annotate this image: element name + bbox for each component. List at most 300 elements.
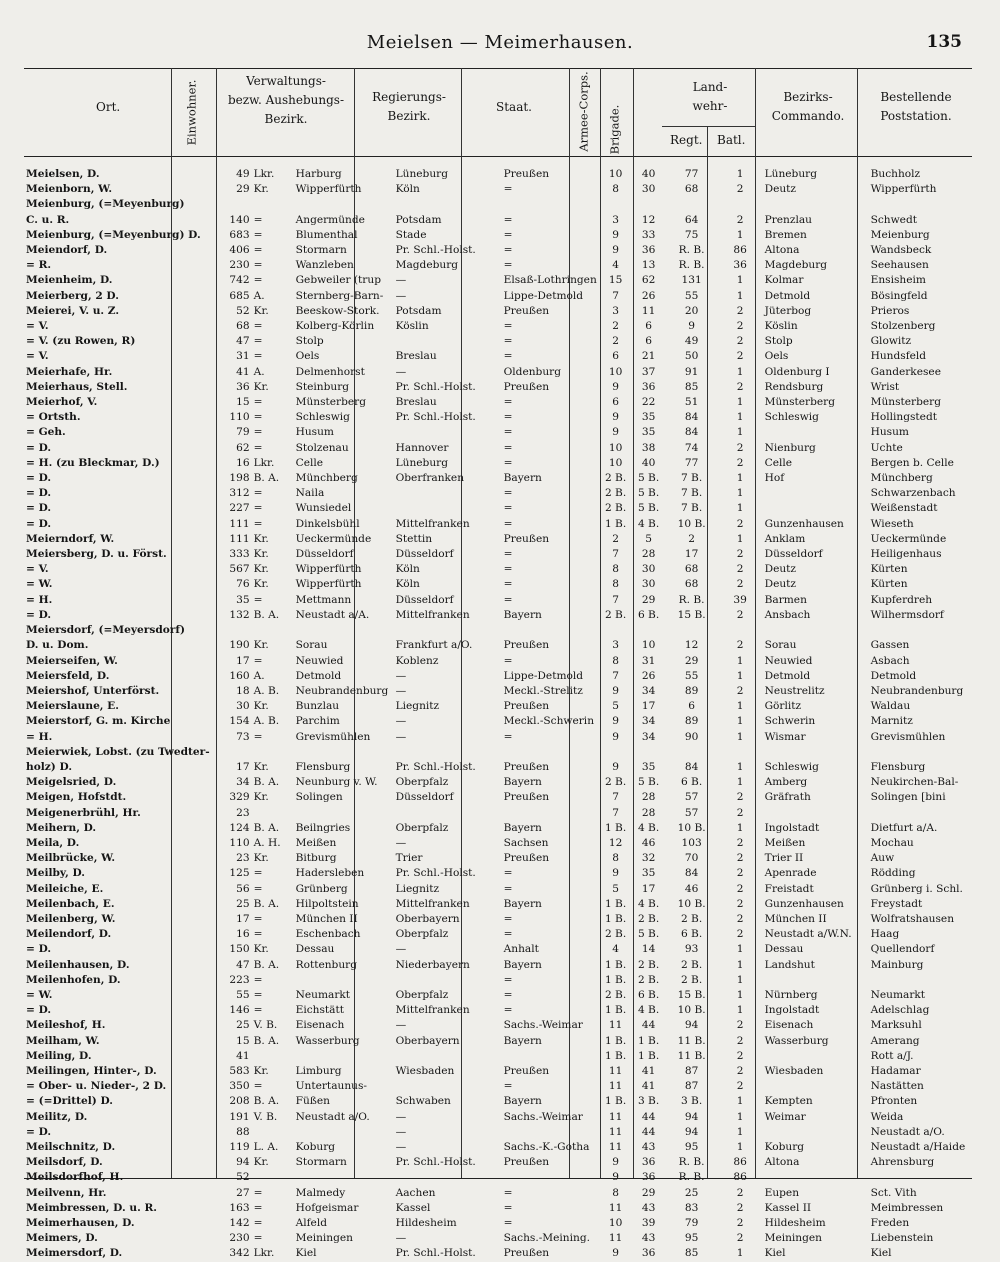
staat-cell: Lippe-Detmold — [503, 669, 584, 682]
bezirks-commando-cell: München II — [764, 912, 827, 925]
bezirk-cell: Wipperfürth — [295, 563, 362, 576]
header-armee-corps: Armee-Corps. — [576, 71, 591, 152]
table-row — [24, 410, 973, 425]
bezirk-cell: Wunsiedel — [295, 502, 352, 515]
bezirk-cell: Oels — [295, 350, 320, 363]
verwaltung-type-cell: A. — [253, 365, 265, 378]
table-row — [24, 958, 973, 973]
staat-cell: Bayern — [503, 821, 542, 834]
table-row — [24, 1003, 973, 1018]
regiment-cell: 12 — [684, 639, 699, 652]
regierung-cell: — — [395, 274, 407, 287]
brigade-cell — [632, 197, 666, 212]
einwohner-cell: 49 — [236, 168, 250, 180]
regierung-cell: — — [395, 836, 407, 849]
armee-corps-cell: 8 — [612, 578, 619, 591]
einwohner-cell: 79 — [236, 426, 250, 439]
armee-corps-cell: 9 — [612, 715, 619, 728]
einwohner-cell — [212, 197, 252, 212]
bezirk-cell: Flensburg — [295, 760, 351, 773]
bezirks-commando-cell — [763, 806, 869, 821]
bezirks-commando-cell: Rendsburg — [764, 380, 824, 393]
regiment-cell — [666, 745, 718, 760]
poststation-cell: Freystadt — [870, 897, 923, 910]
table-row — [24, 1231, 973, 1246]
verwaltung-type-cell: V. B. — [253, 1110, 278, 1123]
einwohner-cell: 230 — [229, 1232, 250, 1245]
table-row — [24, 806, 973, 821]
ort-cell: Meimers, D. — [26, 1232, 98, 1245]
header-regt: Regt. — [670, 133, 703, 147]
brigade-cell: 6 — [645, 320, 652, 333]
poststation-cell: Grünberg i. Schl. — [870, 882, 963, 895]
bataillon-cell: 1 — [736, 472, 744, 485]
ort-cell: C. u. R. — [26, 213, 70, 226]
einwohner-cell: 62 — [236, 441, 250, 454]
einwohner-cell: 29 — [236, 183, 250, 196]
staat-cell: = — [503, 228, 513, 241]
regiment-cell: 55 — [684, 669, 699, 682]
table-row — [24, 1201, 973, 1216]
header-ort: Ort. — [96, 100, 121, 114]
brigade-cell: 30 — [641, 578, 656, 591]
brigade-cell: 44 — [641, 1110, 656, 1123]
regierung-cell: Frankfurt a/O. — [395, 639, 473, 652]
einwohner-cell: 119 — [229, 1141, 250, 1153]
verwaltung-type-cell: B. A. — [253, 608, 280, 621]
verwaltung-type-cell — [252, 1125, 294, 1140]
einwohner-cell: 406 — [229, 244, 250, 257]
armee-corps-cell: 9 — [612, 1156, 619, 1169]
verwaltung-type-cell: = — [253, 593, 263, 606]
staat-cell: = — [503, 335, 513, 348]
table-row — [24, 669, 973, 684]
regierung-cell: Lüneburg — [395, 456, 448, 469]
poststation-cell: Meienburg — [870, 228, 930, 241]
bataillon-cell: 2 — [736, 1217, 744, 1230]
staat-cell: Lippe-Detmold — [503, 289, 584, 302]
bezirk-cell: Wasserburg — [295, 1034, 360, 1047]
staat-cell: = — [503, 973, 513, 986]
verwaltung-type-cell: = — [253, 1201, 263, 1214]
bezirks-commando-cell: Kempten — [764, 1095, 813, 1108]
regierung-cell: Pr. Schl.-Holst. — [395, 867, 476, 880]
brigade-cell: 4 B. — [637, 897, 660, 910]
bezirk-cell: Kolberg-Körlin — [295, 320, 375, 333]
header-staat: Staat. — [496, 100, 532, 114]
brigade-cell: 36 — [641, 1171, 656, 1184]
bezirk-cell: Grevismühlen — [295, 730, 371, 743]
regiment-cell: 7 B. — [680, 472, 703, 485]
bezirk-cell — [294, 973, 394, 988]
bezirk-cell: Füßen — [295, 1095, 330, 1108]
ort-cell: = H. — [26, 730, 53, 743]
verwaltung-type-cell — [252, 197, 294, 212]
regierung-cell: Pr. Schl.-Holst. — [395, 380, 476, 393]
verwaltung-type-cell: = — [253, 396, 263, 409]
bezirks-commando-cell: Koburg — [764, 1141, 805, 1153]
armee-corps-cell: 2 — [612, 320, 619, 333]
bezirk-cell: Wanzleben — [295, 259, 354, 272]
regierung-cell: Pr. Schl.-Holst. — [395, 1247, 476, 1260]
bezirk-cell: Dinkelsbühl — [295, 517, 360, 530]
poststation-cell: Weißenstadt — [870, 502, 938, 515]
poststation-cell: Rödding — [870, 867, 916, 880]
regierung-cell: — — [395, 730, 407, 743]
table-row — [24, 441, 973, 456]
poststation-cell: Ueckermünde — [870, 532, 947, 545]
poststation-cell: Rott a/J. — [870, 1049, 914, 1062]
armee-corps-cell: 2 B. — [604, 502, 627, 515]
verwaltung-type-cell: = — [253, 441, 263, 454]
bezirks-commando-cell: Bremen — [764, 228, 807, 241]
bezirk-cell: Husum — [295, 426, 334, 439]
bezirk-cell: Hadersleben — [295, 867, 365, 880]
regiment-cell: 11 B. — [677, 1034, 706, 1047]
bataillon-cell: 1 — [736, 715, 744, 728]
bezirk-cell: Delmenhorst — [295, 365, 365, 378]
einwohner-cell: 150 — [229, 943, 250, 956]
poststation-cell: Kupferdreh — [870, 593, 933, 606]
ort-cell: Meilendorf, D. — [26, 928, 112, 941]
armee-corps-cell: 6 — [612, 396, 619, 409]
bezirks-commando-cell — [763, 1079, 869, 1094]
header-poststation: Bestellende Poststation. — [880, 90, 952, 123]
einwohner-cell: 52 — [236, 304, 250, 317]
table-row — [24, 821, 973, 836]
table-row — [24, 1079, 973, 1094]
bezirk-cell: Koburg — [295, 1141, 336, 1153]
regierung-cell — [394, 745, 502, 760]
bataillon-cell: 2 — [736, 441, 744, 454]
table-row — [24, 790, 973, 805]
regiment-cell: 79 — [684, 1217, 699, 1230]
bezirk-cell: Detmold — [295, 669, 342, 682]
brigade-cell: 35 — [641, 426, 656, 439]
brigade-cell: 44 — [641, 1125, 656, 1138]
bezirk-cell: Neustadt a/O. — [295, 1110, 370, 1123]
table-row — [24, 517, 973, 532]
bezirk-cell: Schleswig — [295, 411, 350, 424]
regiment-cell: R. B. — [678, 259, 705, 272]
table-row — [24, 182, 973, 197]
brigade-cell: 35 — [641, 411, 656, 424]
bezirks-commando-cell: Nienburg — [764, 441, 816, 454]
regierung-cell: Breslau — [395, 396, 437, 409]
table-row — [24, 532, 973, 547]
verwaltung-type-cell: Kr. — [253, 183, 269, 196]
poststation-cell: Marnitz — [870, 715, 913, 728]
armee-corps-cell: 8 — [612, 563, 619, 576]
ort-cell: = Ortsth. — [26, 411, 81, 424]
bezirk-cell: Münsterberg — [295, 396, 367, 409]
table-row — [24, 882, 973, 897]
bataillon-cell: 2 — [736, 563, 744, 576]
bataillon-cell: 1 — [736, 365, 744, 378]
bataillon-cell: 1 — [736, 958, 744, 971]
ort-cell: Meierberg, 2 D. — [26, 289, 119, 302]
bezirks-commando-cell: Anklam — [764, 532, 806, 545]
regiment-cell: 10 B. — [677, 1004, 706, 1017]
bezirk-cell: Wipperfürth — [295, 183, 362, 196]
bezirks-commando-cell: Prenzlau — [764, 213, 812, 226]
brigade-cell: 46 — [641, 836, 656, 849]
bezirks-commando-cell — [763, 623, 869, 638]
table-row — [24, 654, 973, 669]
bataillon-cell: 1 — [736, 532, 744, 545]
staat-cell: = — [503, 1080, 513, 1093]
regierung-cell — [394, 973, 502, 988]
bezirks-commando-cell: Barmen — [764, 593, 807, 606]
ort-cell: Meilenberg, W. — [26, 912, 116, 925]
bezirks-commando-cell: Schleswig — [764, 760, 819, 773]
regiment-cell: 95 — [684, 1232, 699, 1245]
brigade-cell: 21 — [641, 350, 656, 363]
regiment-cell: 6 B. — [680, 776, 703, 789]
regiment-cell: 84 — [684, 426, 699, 439]
armee-corps-cell: 9 — [612, 1171, 619, 1184]
regiment-cell: 90 — [684, 730, 699, 743]
table-row — [24, 395, 973, 410]
verwaltung-type-cell: A. B. — [253, 684, 280, 697]
regiment-cell: 74 — [684, 441, 699, 454]
bezirk-cell: Kiel — [295, 1247, 317, 1260]
poststation-cell — [869, 623, 973, 638]
table-row — [24, 745, 973, 760]
table-row — [24, 973, 973, 988]
regiment-cell: 57 — [684, 791, 699, 804]
verwaltung-type-cell: Kr. — [253, 532, 269, 545]
staat-cell — [502, 1049, 600, 1064]
bezirks-commando-cell: Görlitz — [764, 700, 802, 713]
armee-corps-cell: 2 B. — [604, 988, 627, 1001]
staat-cell: = — [503, 320, 513, 333]
poststation-cell: Neumarkt — [870, 988, 926, 1001]
bezirk-cell: Alfeld — [295, 1217, 327, 1230]
ort-cell: = V. — [26, 350, 49, 363]
regierung-cell: — — [395, 1232, 407, 1245]
regierung-cell: — — [395, 669, 407, 682]
ort-cell: Meiling, D. — [26, 1049, 92, 1062]
table-row — [24, 258, 973, 273]
armee-corps-cell: 8 — [612, 1186, 619, 1199]
einwohner-cell: 583 — [229, 1064, 250, 1077]
poststation-cell: Dietfurt a/A. — [870, 821, 938, 834]
verwaltung-type-cell: B. A. — [253, 776, 280, 789]
poststation-cell: Auw — [870, 852, 895, 865]
verwaltung-type-cell: B. A. — [253, 1034, 280, 1047]
bataillon-cell: 2 — [736, 350, 744, 363]
regierung-cell: Mittelfranken — [395, 517, 470, 530]
regiment-cell: 15 B. — [677, 988, 706, 1001]
armee-corps-cell: 10 — [608, 441, 623, 454]
bezirks-commando-cell — [763, 1170, 869, 1185]
verwaltung-type-cell: Lkr. — [253, 168, 275, 180]
brigade-cell: 6 B. — [637, 608, 660, 621]
poststation-cell: Haag — [870, 928, 900, 941]
regiment-cell: 89 — [684, 684, 699, 697]
brigade-cell: 37 — [641, 365, 656, 378]
table-row — [24, 593, 973, 608]
bezirk-cell: Neustadt a/A. — [295, 608, 370, 621]
bataillon-cell: 1 — [736, 700, 744, 713]
bezirks-commando-cell: Köslin — [764, 320, 798, 333]
bataillon-cell: 2 — [736, 380, 744, 393]
bezirks-commando-cell: Wasserburg — [764, 1034, 829, 1047]
verwaltung-type-cell: A. — [253, 289, 265, 302]
regierung-cell: Düsseldorf — [395, 548, 454, 561]
bezirk-cell: Sorau — [295, 639, 328, 652]
verwaltung-type-cell: Lkr. — [253, 1247, 275, 1260]
staat-cell: Sachs.-Weimar — [503, 1019, 583, 1032]
einwohner-cell: 110 — [229, 836, 250, 849]
brigade-cell: 41 — [641, 1080, 656, 1093]
regierung-cell: — — [395, 365, 407, 378]
armee-corps-cell: 1 B. — [604, 517, 627, 530]
table-row — [24, 760, 973, 775]
staat-cell: = — [503, 912, 513, 925]
bezirk-cell: Stolp — [295, 335, 324, 348]
bezirk-cell — [294, 197, 394, 212]
ort-cell: Meierhof, V. — [26, 396, 98, 409]
regierung-cell — [394, 197, 502, 212]
poststation-cell: Asbach — [870, 654, 910, 667]
armee-corps-cell: 9 — [612, 684, 619, 697]
brigade-cell: 31 — [641, 654, 656, 667]
staat-cell: Sachs.-Weimar — [503, 1110, 583, 1123]
verwaltung-type-cell: A. H. — [253, 836, 281, 849]
bezirk-cell: Neunburg v. W. — [295, 776, 378, 789]
header-regierung: Regierungs- Bezirk. — [372, 90, 446, 123]
ort-cell: = V. — [26, 320, 49, 333]
regierung-cell: Pr. Schl.-Holst. — [395, 760, 476, 773]
ort-cell: D. u. Dom. — [26, 639, 89, 652]
bataillon-cell: 1 — [736, 1141, 744, 1153]
bezirks-commando-cell: Neustrelitz — [764, 684, 825, 697]
regierung-cell: Köln — [395, 578, 420, 591]
brigade-cell: 28 — [641, 548, 656, 561]
regierung-cell: Oberpfalz — [395, 821, 449, 834]
bezirks-commando-cell: Ansbach — [764, 608, 811, 621]
verwaltung-type-cell: = — [253, 259, 263, 272]
verwaltung-type-cell: A. — [253, 669, 265, 682]
regierung-cell: Liegnitz — [395, 882, 440, 895]
gazetteer-rows — [24, 167, 973, 1262]
regierung-cell: Oberfranken — [395, 472, 465, 485]
bataillon-cell: 2 — [736, 684, 744, 697]
armee-corps-cell: 7 — [612, 593, 619, 606]
bataillon-cell: 2 — [736, 304, 744, 317]
armee-corps-cell — [600, 745, 632, 760]
ort-cell: = D. — [26, 487, 52, 500]
brigade-cell: 1 B. — [637, 1049, 660, 1062]
regierung-cell: Oberbayern — [395, 1034, 460, 1047]
bataillon-cell — [718, 197, 763, 212]
regiment-cell: 87 — [684, 1080, 699, 1093]
armee-corps-cell: 1 B. — [604, 897, 627, 910]
einwohner-cell: 163 — [229, 1201, 250, 1214]
ort-cell: Meilschnitz, D. — [26, 1141, 116, 1153]
bataillon-cell: 2 — [736, 852, 744, 865]
staat-cell — [502, 745, 600, 760]
regiment-cell: 17 — [684, 548, 699, 561]
regiment-cell: 77 — [684, 168, 699, 180]
verwaltung-type-cell: = — [253, 1186, 263, 1199]
table-row — [24, 623, 973, 638]
bezirk-cell: Mettmann — [295, 593, 352, 606]
verwaltung-type-cell: B. A. — [253, 1095, 280, 1108]
regiment-cell: 83 — [684, 1201, 699, 1214]
armee-corps-cell: 3 — [612, 213, 619, 226]
brigade-cell: 29 — [641, 1186, 656, 1199]
bataillon-cell: 36 — [733, 259, 747, 272]
staat-cell: = — [503, 213, 513, 226]
bezirk-cell: Ueckermünde — [295, 532, 372, 545]
ort-cell: Meigelsried, D. — [26, 776, 117, 789]
staat-cell: Preußen — [503, 304, 550, 317]
armee-corps-cell: 1 B. — [604, 821, 627, 834]
regiment-cell: 75 — [684, 228, 699, 241]
verwaltung-type-cell: V. B. — [253, 1019, 278, 1032]
regiment-cell: R. B. — [678, 244, 705, 257]
ort-cell: Meiershof, Unterförst. — [26, 684, 160, 697]
poststation-cell: Kürten — [870, 563, 908, 576]
staat-cell: = — [503, 441, 513, 454]
verwaltung-type-cell: = — [253, 274, 263, 287]
einwohner-cell: 17 — [236, 654, 250, 667]
bezirk-cell: Grünberg — [295, 882, 348, 895]
verwaltung-type-cell: = — [253, 882, 263, 895]
brigade-cell: 4 B. — [637, 821, 660, 834]
verwaltung-type-cell — [252, 1170, 294, 1185]
table-row — [24, 1170, 973, 1185]
verwaltung-type-cell: = — [253, 411, 263, 424]
ort-cell: Meierstorf, G. m. Kirche — [26, 715, 171, 728]
bezirk-cell: Eisenach — [295, 1019, 345, 1032]
verwaltung-type-cell: = — [253, 517, 263, 530]
table-row — [24, 912, 973, 927]
bataillon-cell: 2 — [736, 320, 744, 333]
einwohner-cell: 190 — [229, 639, 250, 652]
bataillon-cell: 1 — [736, 289, 744, 302]
ort-cell: = R. — [26, 259, 52, 272]
brigade-cell: 30 — [641, 183, 656, 196]
einwohner-cell: 16 — [236, 456, 250, 469]
verwaltung-type-cell: Kr. — [253, 943, 269, 956]
poststation-cell: Schwedt — [870, 213, 917, 226]
staat-cell: = — [503, 1217, 513, 1230]
brigade-cell: 32 — [641, 852, 656, 865]
bezirk-cell: Stolzenau — [295, 441, 349, 454]
table-row — [24, 714, 973, 729]
regierung-cell: Koblenz — [395, 654, 439, 667]
bezirks-commando-cell: Neuwied — [764, 654, 813, 667]
staat-cell — [502, 197, 600, 212]
table-row — [24, 486, 973, 501]
bezirk-cell: Neubrandenburg — [295, 684, 389, 697]
bezirks-commando-cell: Hildesheim — [764, 1217, 826, 1230]
armee-corps-cell: 1 B. — [604, 912, 627, 925]
verwaltung-type-cell: Kr. — [253, 304, 269, 317]
table-row — [24, 897, 973, 912]
staat-cell: = — [503, 1186, 513, 1199]
regierung-cell: Breslau — [395, 350, 437, 363]
regiment-cell: 51 — [684, 396, 699, 409]
bezirk-cell: Neumarkt — [295, 988, 351, 1001]
regiment-cell: 91 — [684, 365, 699, 378]
einwohner-cell: 52 — [236, 1171, 250, 1184]
bezirks-commando-cell: Münsterberg — [764, 396, 836, 409]
